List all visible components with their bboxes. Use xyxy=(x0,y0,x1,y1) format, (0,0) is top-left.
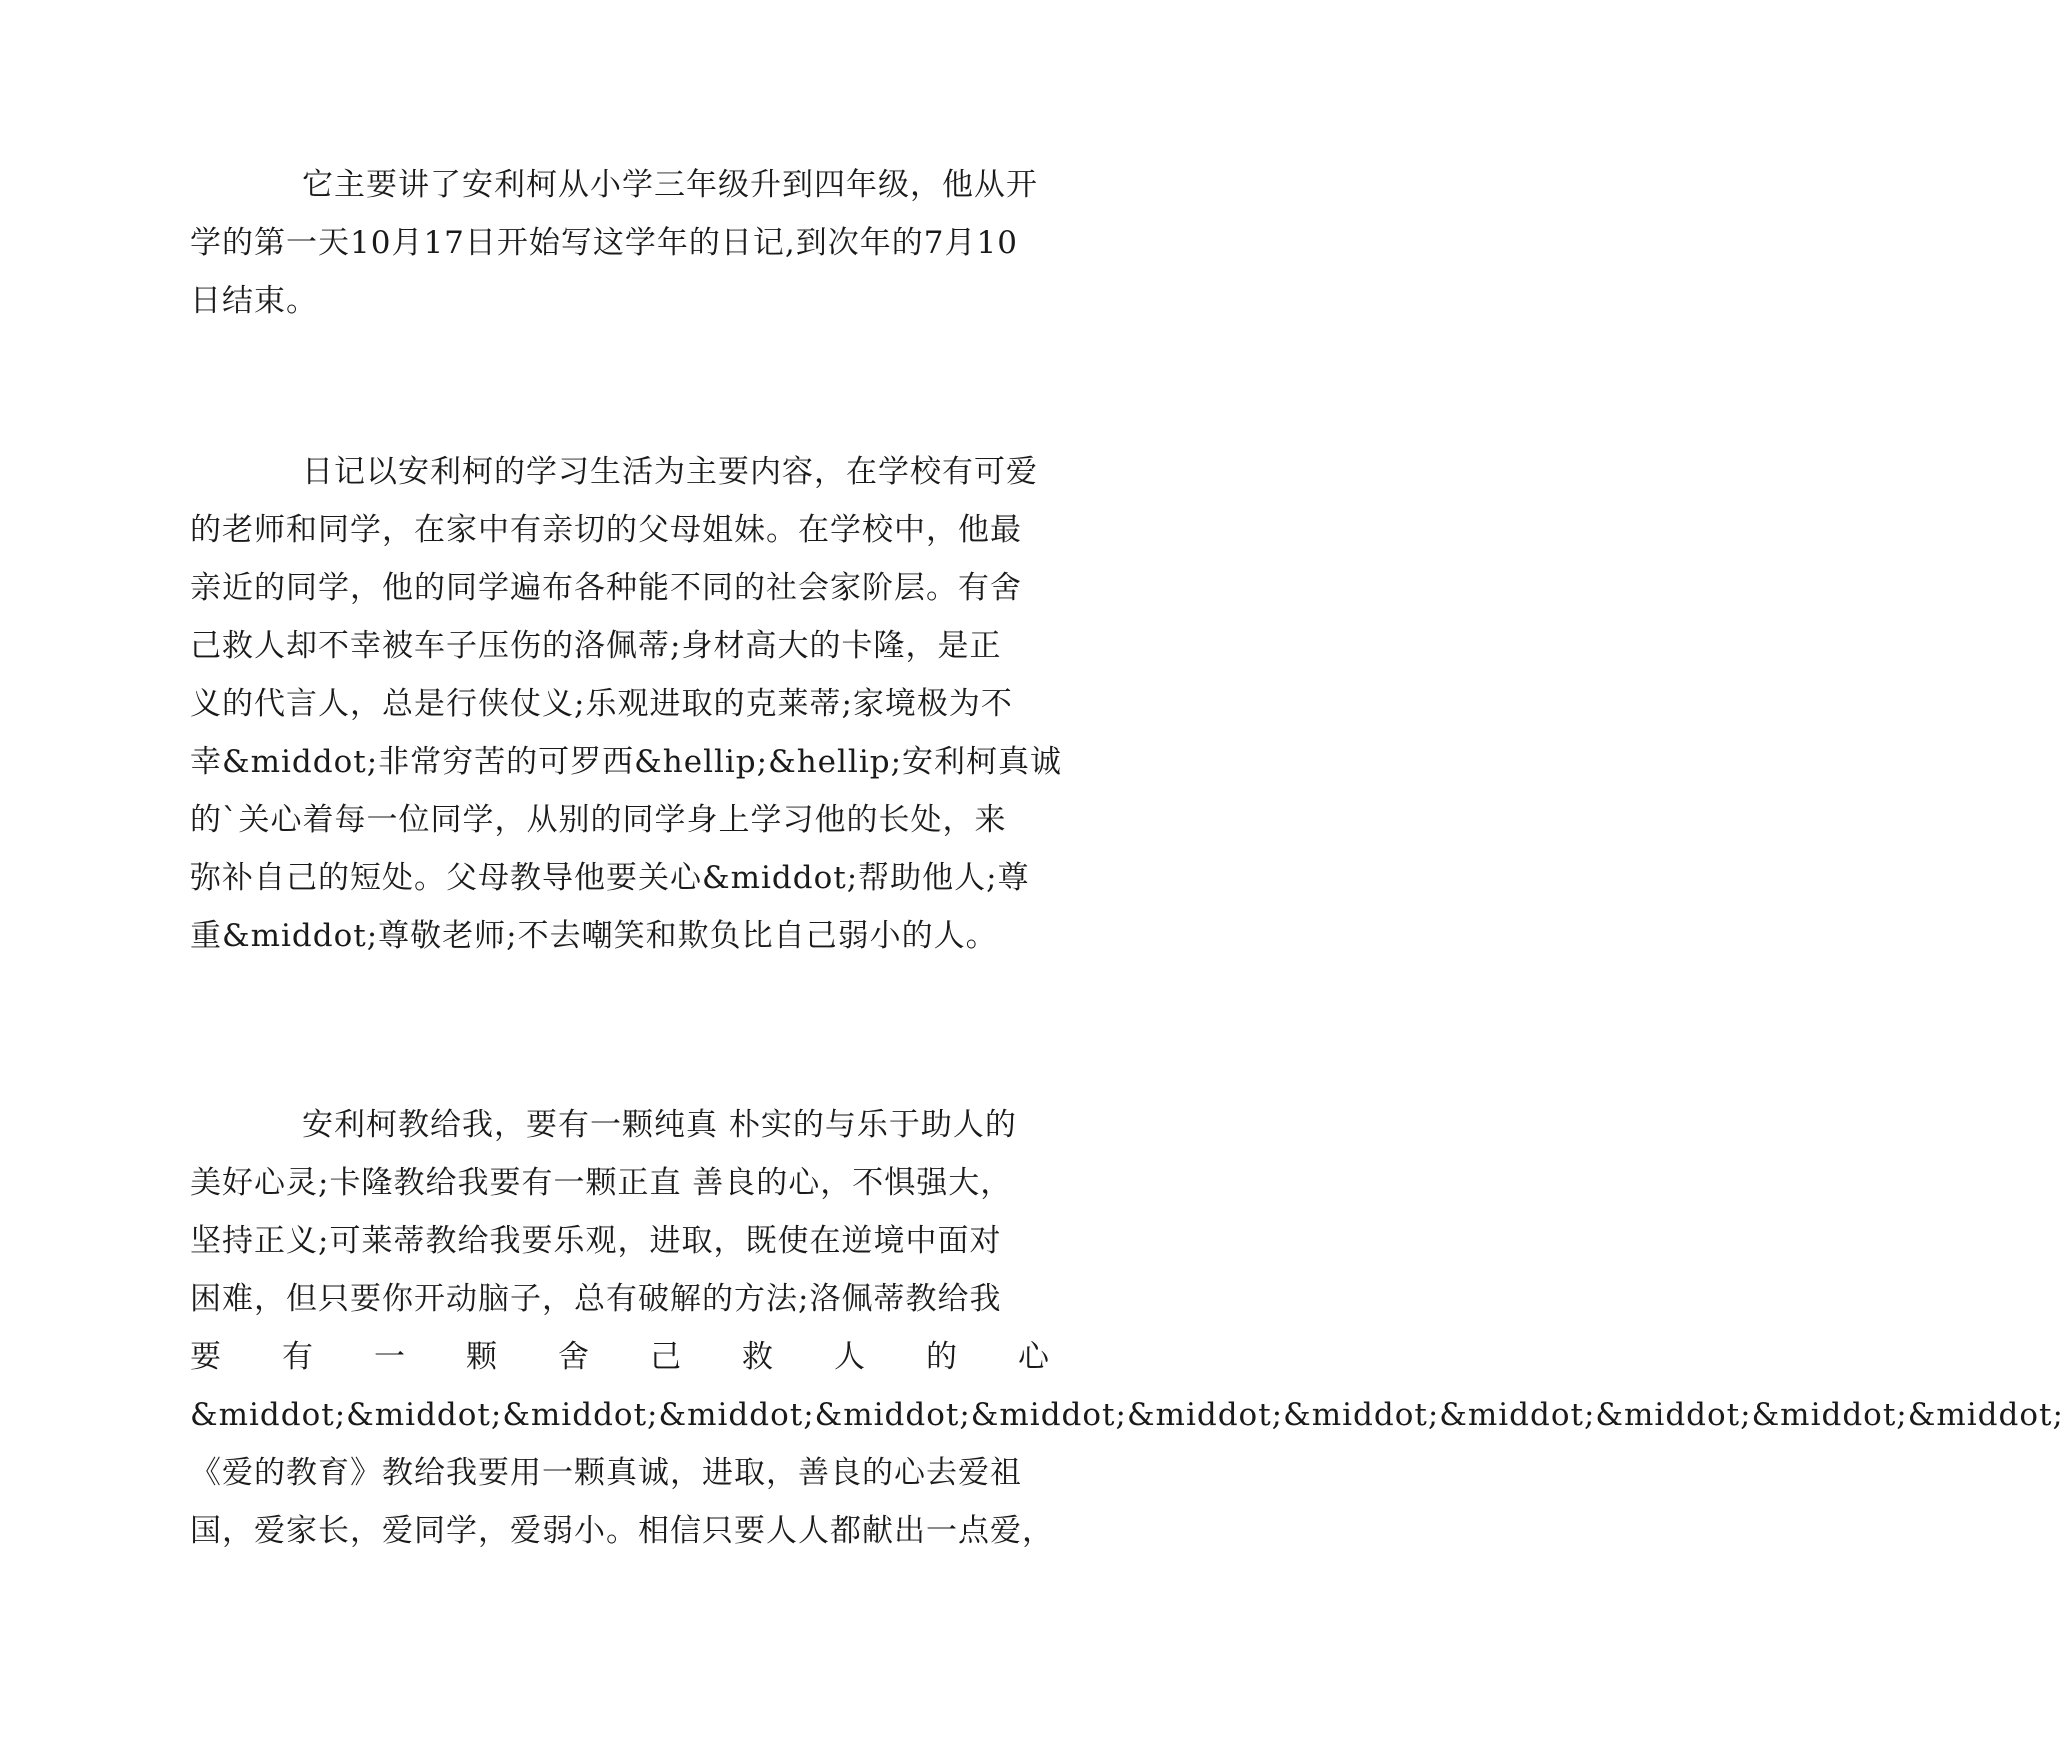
justified-char: 颗 xyxy=(466,1339,498,1375)
paragraph-1 xyxy=(190,156,1050,330)
paragraph-line: 困难，但只要你开动脑子，总有破解的方法;洛佩蒂教给我 xyxy=(190,1281,1002,1317)
paragraph-3 xyxy=(190,1096,2064,1560)
paragraph-2 xyxy=(190,443,1063,965)
paragraph-line: 美好心灵;卡隆教给我要有一颗正直 善良的心，不惧强大， xyxy=(190,1165,1013,1201)
paragraph-line: 学的第一天10月17日开始写这学年的日记,到次年的7月10 xyxy=(190,225,1018,261)
justified-char: 救 xyxy=(742,1339,774,1375)
paragraph-line: &middot;&middot;&middot;&middot;&middot;&middot;&middot;&middot;&middot;&middot;&middot;&middot; xyxy=(190,1397,2064,1433)
paragraph-line: 国，爱家长，爱同学，爱弱小。相信只要人人都献出一点爱， xyxy=(190,1513,1054,1549)
justified-char: 人 xyxy=(834,1339,866,1375)
paragraph-line: 日结束。 xyxy=(190,283,318,319)
paragraph-line: 的`关心着每一位同学，从别的同学身上学习他的长处，来 xyxy=(190,802,1007,838)
justified-char: 有 xyxy=(282,1339,314,1375)
paragraph-line: 安利柯教给我，要有一颗纯真 朴实的与乐于助人的 xyxy=(302,1107,1017,1143)
justified-char: 一 xyxy=(374,1339,406,1375)
justified-char: 的 xyxy=(926,1339,958,1375)
justified-char: 己 xyxy=(650,1339,682,1375)
paragraph-line: 亲近的同学，他的同学遍布各种能不同的社会家阶层。有舍 xyxy=(190,570,1022,606)
paragraph-line: 它主要讲了安利柯从小学三年级升到四年级，他从开 xyxy=(302,167,1038,203)
justified-char: 要 xyxy=(190,1339,222,1375)
justified-char: 心 xyxy=(1018,1339,1050,1375)
paragraph-line: 《爱的教育》教给我要用一颗真诚，进取，善良的心去爱祖 xyxy=(190,1455,1022,1491)
paragraph-line: 弥补自己的短处。父母教导他要关心&middot;帮助他人;尊 xyxy=(190,860,1030,896)
paragraph-line: 重&middot;尊敬老师;不去嘲笑和欺负比自己弱小的人。 xyxy=(190,918,998,954)
paragraph-line: 幸&middot;非常穷苦的可罗西&hellip;&hellip;安利柯真诚 xyxy=(190,744,1063,780)
paragraph-line: 坚持正义;可莱蒂教给我要乐观，进取，既使在逆境中面对 xyxy=(190,1223,1002,1259)
paragraph-line: 己救人却不幸被车子压伤的洛佩蒂;身材高大的卡隆，是正 xyxy=(190,628,1002,664)
paragraph-line: 的老师和同学，在家中有亲切的父母姐妹。在学校中，他最 xyxy=(190,512,1022,548)
justified-char: 舍 xyxy=(558,1339,590,1375)
paragraph-line: 日记以安利柯的学习生活为主要内容，在学校有可爱 xyxy=(302,454,1038,490)
justified-line xyxy=(190,1328,1050,1386)
paragraph-line: 义的代言人，总是行侠仗义;乐观进取的克莱蒂;家境极为不 xyxy=(190,686,1013,722)
